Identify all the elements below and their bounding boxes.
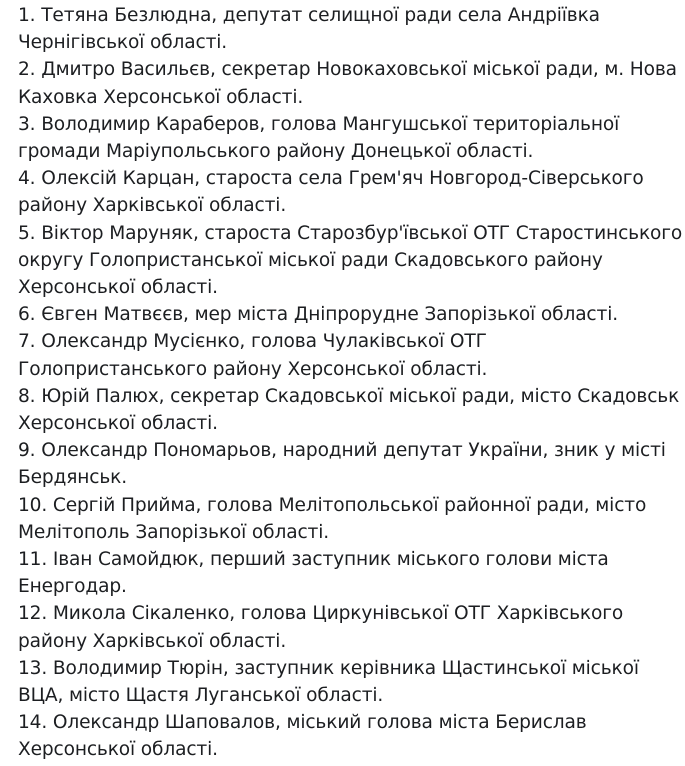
list-item-line: 8. Юрій Палюх, секретар Скадовської міської ради, місто Скадовськ <box>18 385 680 407</box>
list-item-line: Мелітополь Запорізької області. <box>18 521 329 543</box>
list-item-line: Херсонської області. <box>18 739 218 761</box>
list-item <box>18 655 682 709</box>
list-item <box>18 328 682 382</box>
list-item-line: 13. Володимир Тюрін, заступник керівника Щастинської міської <box>18 657 639 679</box>
list-item-line: Херсонської області. <box>18 413 218 435</box>
list-item-line: громади Маріупольського району Донецької області. <box>18 141 534 163</box>
list-item <box>18 546 682 600</box>
list-item-line: 1. Тетяна Безлюдна, депутат селищної ради села Андріївка <box>18 5 600 26</box>
list-item <box>18 383 682 437</box>
list-item-line: 10. Сергій Прийма, голова Мелітопольської районної ради, місто <box>18 494 647 516</box>
list-item-line: району Харківської області. <box>18 195 287 217</box>
list-item <box>18 437 682 491</box>
list-item <box>18 600 682 654</box>
list-item-line: 5. Віктор Маруняк, староста Старозбур'ївської ОТГ Старостинського <box>18 222 683 244</box>
list-item-line: 14. Олександр Шаповалов, міський голова міста Берислав <box>18 712 587 734</box>
list-item-line: Чернігівської області. <box>18 32 228 54</box>
list-item-line: Каховка Херсонської області. <box>18 86 304 108</box>
list-item-line: району Харківської області. <box>18 630 287 652</box>
list-item-line: 9. Олександр Пономарьов, народний депутат України, зник у місті <box>18 440 666 462</box>
list-item-line: Бердянськ. <box>18 467 128 489</box>
list-item <box>18 165 682 219</box>
list-item-line: Енергодар. <box>18 576 127 598</box>
list-item-line: 3. Володимир Караберов, голова Мангушської територіальної <box>18 113 620 135</box>
list-item <box>18 301 682 328</box>
list-item <box>18 56 682 110</box>
list-item-line: 4. Олексій Карцан, староста села Грем'яч Новгород-Сіверського <box>18 168 644 190</box>
list-item <box>18 220 682 302</box>
list-item <box>18 2 682 56</box>
list-item-line: ВЦА, місто Щастя Луганської області. <box>18 685 384 707</box>
list-item <box>18 111 682 165</box>
list-item-line: 12. Микола Сікаленко, голова Циркунівської ОТГ Харківського <box>18 603 624 625</box>
list-item-line: 7. Олександр Мусієнко, голова Чулаківської ОТГ <box>18 331 487 353</box>
list-item-line: 11. Іван Самойдюк, перший заступник міського голови міста <box>18 549 609 571</box>
list-item-line: округу Голопристанської міської ради Скадовського району <box>18 249 603 271</box>
list-item-line: Голопристанського району Херсонської області. <box>18 358 488 380</box>
list-item <box>18 492 682 546</box>
post-text <box>18 2 682 764</box>
list-item-line: 6. Євген Матвєєв, мер міста Дніпрорудне Запорізької області. <box>18 304 618 326</box>
list-item-line: 2. Дмитро Васильєв, секретар Новокаховської міської ради, м. Нова <box>18 59 677 81</box>
list-item-line: Херсонської області. <box>18 277 218 299</box>
list-item <box>18 709 682 763</box>
